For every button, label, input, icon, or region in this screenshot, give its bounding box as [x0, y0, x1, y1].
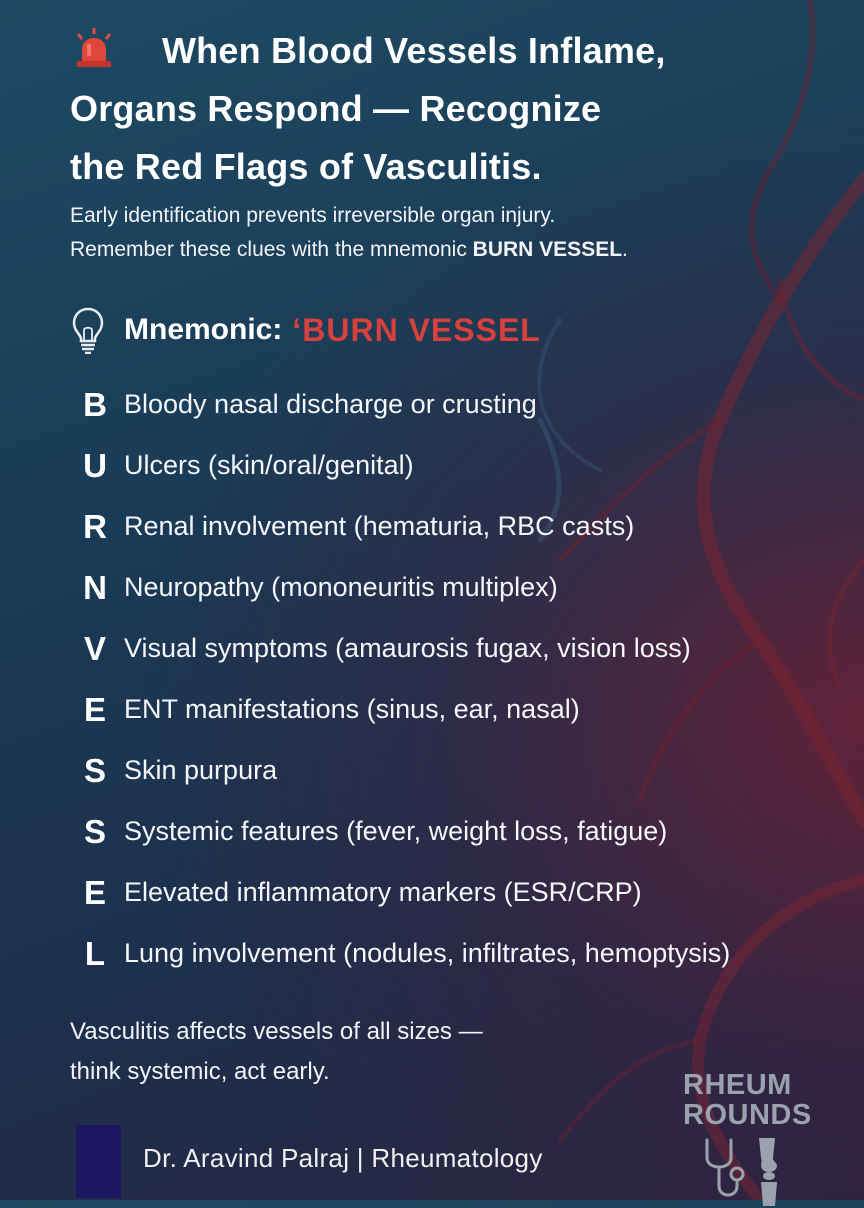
intro-line-2-prefix: Remember these clues with the mnemonic [70, 238, 473, 261]
intro-line-1: Early identification prevents irreversible organ injury. [70, 204, 556, 227]
mnemonic-item [66, 740, 846, 801]
mnemonic-item-text: Ulcers (skin/oral/genital) [124, 450, 414, 480]
mnemonic-item [66, 679, 846, 740]
mnemonic-item-text: ENT manifestations (sinus, ear, nasal) [124, 694, 580, 724]
title-line-2: Organs Respond — Recognize [70, 88, 602, 129]
mnemonic-word: ‘BURN VESSEL [292, 311, 541, 348]
mnemonic-item-text: Lung involvement (nodules, infiltrates, hemoptysis) [124, 938, 731, 968]
mnemonic-item [66, 801, 846, 862]
footer-author: Dr. Aravind Palraj | Rheumatology [143, 1143, 543, 1173]
mnemonic-item-text: Elevated inflammatory markers (ESR/CRP) [124, 877, 642, 907]
mnemonic-item [66, 374, 846, 435]
title-line-3: the Red Flags of Vasculitis. [70, 146, 542, 187]
mnemonic-item [66, 435, 846, 496]
brand-logo [683, 1070, 823, 1208]
intro-mnemonic-emphasis: BURN VESSEL [472, 238, 623, 261]
mnemonic-letter: N [83, 568, 107, 606]
mnemonic-item-text: Visual symptoms (amaurosis fugax, vision loss) [124, 633, 691, 663]
mnemonic-letter: E [83, 690, 106, 728]
intro-line-2 [70, 233, 830, 267]
mnemonic-item [66, 862, 846, 923]
closing-message [70, 1012, 630, 1092]
mnemonic-list [66, 374, 846, 984]
mnemonic-item-text: Renal involvement (hematuria, RBC casts) [124, 511, 635, 541]
headline [70, 22, 830, 196]
footer-accent-bar [76, 1125, 121, 1198]
closing-line-1: Vasculitis affects vessels of all sizes — [70, 1018, 483, 1045]
mnemonic-item [66, 923, 846, 984]
intro-text [70, 199, 830, 267]
mnemonic-letter: V [83, 629, 106, 667]
brand-line-2: ROUNDS [683, 1099, 812, 1131]
mnemonic-letter: E [83, 873, 106, 911]
mnemonic-label: Mnemonic: [124, 313, 283, 346]
title-line-1: When Blood Vessels Inflame, [162, 30, 666, 71]
mnemonic-item [66, 557, 846, 618]
mnemonic-letter: L [84, 934, 106, 972]
mnemonic-item [66, 618, 846, 679]
mnemonic-item-text: Bloody nasal discharge or crusting [124, 389, 537, 419]
mnemonic-letter: S [83, 812, 106, 850]
closing-line-2: think systemic, act early. [70, 1058, 330, 1085]
lightbulb-icon [70, 306, 106, 354]
mnemonic-letter: B [83, 385, 107, 423]
mnemonic-item-text: Skin purpura [124, 755, 278, 785]
siren-icon [72, 28, 116, 68]
mnemonic-item [66, 496, 846, 557]
mnemonic-item-text: Systemic features (fever, weight loss, fatigue) [124, 816, 668, 846]
page-title [70, 22, 830, 196]
mnemonic-heading [70, 306, 541, 354]
intro-line-2-suffix: . [622, 238, 628, 261]
mnemonic-letter: S [83, 751, 106, 789]
mnemonic-letter: U [83, 446, 107, 484]
mnemonic-item-text: Neuropathy (mononeuritis multiplex) [124, 572, 558, 602]
mnemonic-letter: R [83, 507, 107, 545]
stethoscope-knee-icon [701, 1136, 801, 1208]
brand-line-1: RHEUM [683, 1069, 792, 1101]
